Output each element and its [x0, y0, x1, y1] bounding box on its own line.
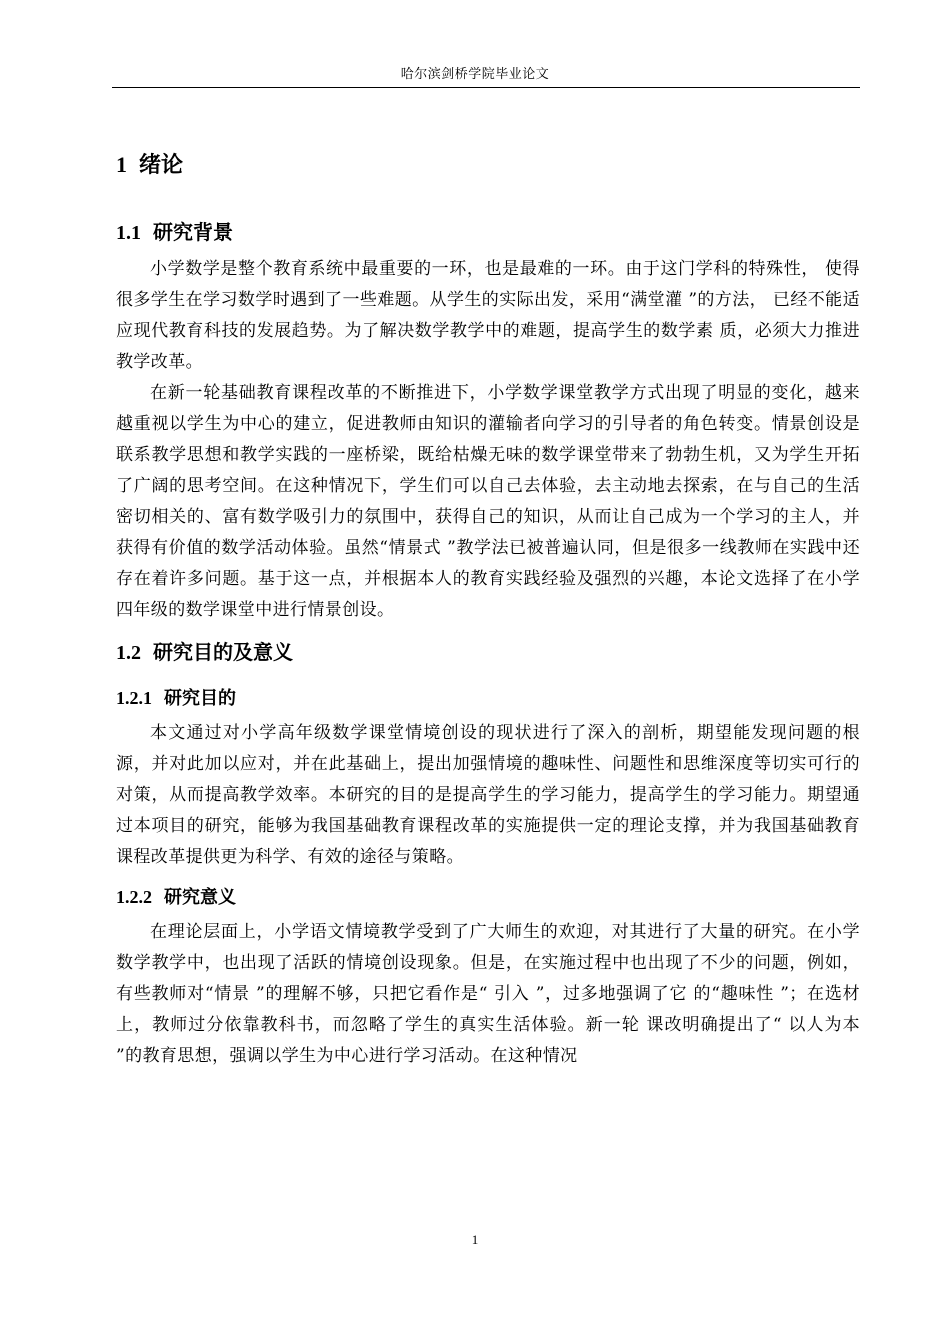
subsection-heading-1-2-1: [116, 678, 860, 718]
section-heading-1-2: [116, 630, 860, 674]
subsection-heading-1-2-2: [116, 877, 860, 917]
subsection-title: 研究意义: [164, 887, 236, 908]
section-number: 1.1: [116, 222, 141, 244]
section-title: 研究目的及意义: [153, 640, 293, 664]
subsection-title: 研究目的: [164, 688, 236, 709]
chapter-number: 1: [116, 152, 127, 177]
section-heading-1-1: [116, 210, 860, 254]
subsection-number: 1.2.2: [116, 887, 152, 907]
body-paragraph: 小学数学是整个教育系统中最重要的一环，也是最难的一环。由于这门学科的特殊性， 使得很多学生在学习数学时遇到了一些难题。从学生的实际出发，采用“满堂灌 ”的方法， 已经不能适应现代教育科技的发展趋势。为了解决数学教学中的难题，提高学生的数学素 质，必须大力推进教学改革。: [116, 259, 860, 372]
chapter-title: 绪论: [139, 153, 184, 178]
page-number: 1: [471, 1232, 479, 1247]
section-title: 研究背景: [153, 220, 233, 244]
section-number: 1.2: [116, 642, 141, 664]
body-paragraph: 本文通过对小学高年级数学课堂情境创设的现状进行了深入的剖析，期望能发现问题的根源，并对此加以应对，并在此基础上，提出加强情境的趣味性、问题性和思维深度等切实可行的对策，从而提高教学效率。本研究的目的是提高学生的学习能力，提高学生的学习能力。期望通过本项目的研究，能够为我国基础教育课程改革的实施提供一定的理论支撑，并为我国基础教育课程改革提供更为科学、有效的途径与策略。: [116, 723, 860, 867]
chapter-heading: [116, 140, 860, 190]
page-body: [116, 140, 860, 1072]
subsection-number: 1.2.1: [116, 688, 152, 708]
header-divider: [112, 87, 860, 88]
body-paragraph: 在新一轮基础教育课程改革的不断推进下，小学数学课堂教学方式出现了明显的变化，越来越重视以学生为中心的建立，促进教师由知识的灌输者向学习的引导者的角色转变。情景创设是联系教学思想和教学实践的一座桥梁，既给枯燥无味的数学课堂带来了勃勃生机，又为学生开拓了广阔的思考空间。在这种情况下，学生们可以自己去体验，去主动地去探索，在与自己的生活密切相关的、富有数学吸引力的氛围中，获得自己的知识，从而让自己成为一个学习的主人，并获得有价值的数学活动体验。虽然“情景式 ”教学法已被普遍认同，但是很多一线教师在实践中还存在着许多问题。基于这一点，并根据本人的教育实践经验及强烈的兴趣，本论文选择了在小学四年级的数学课堂中进行情景创设。: [116, 383, 860, 620]
running-header: 哈尔滨剑桥学院毕业论文: [400, 67, 550, 82]
body-paragraph: 在理论层面上，小学语文情境教学受到了广大师生的欢迎，对其进行了大量的研究。在小学数学教学中，也出现了活跃的情境创设现象。但是，在实施过程中也出现了不少的问题，例如，有些教师对“情景 ”的理解不够，只把它看作是“ 引入 ”，过多地强调了它 的“趣味性 ”；在选材上，教师过分依靠教科书，而忽略了学生的真实生活体验。新一轮 课改明确提出了“ 以人为本 ”的教育思想，强调以学生为中心进行学习活动。在这种情况: [116, 922, 860, 1066]
